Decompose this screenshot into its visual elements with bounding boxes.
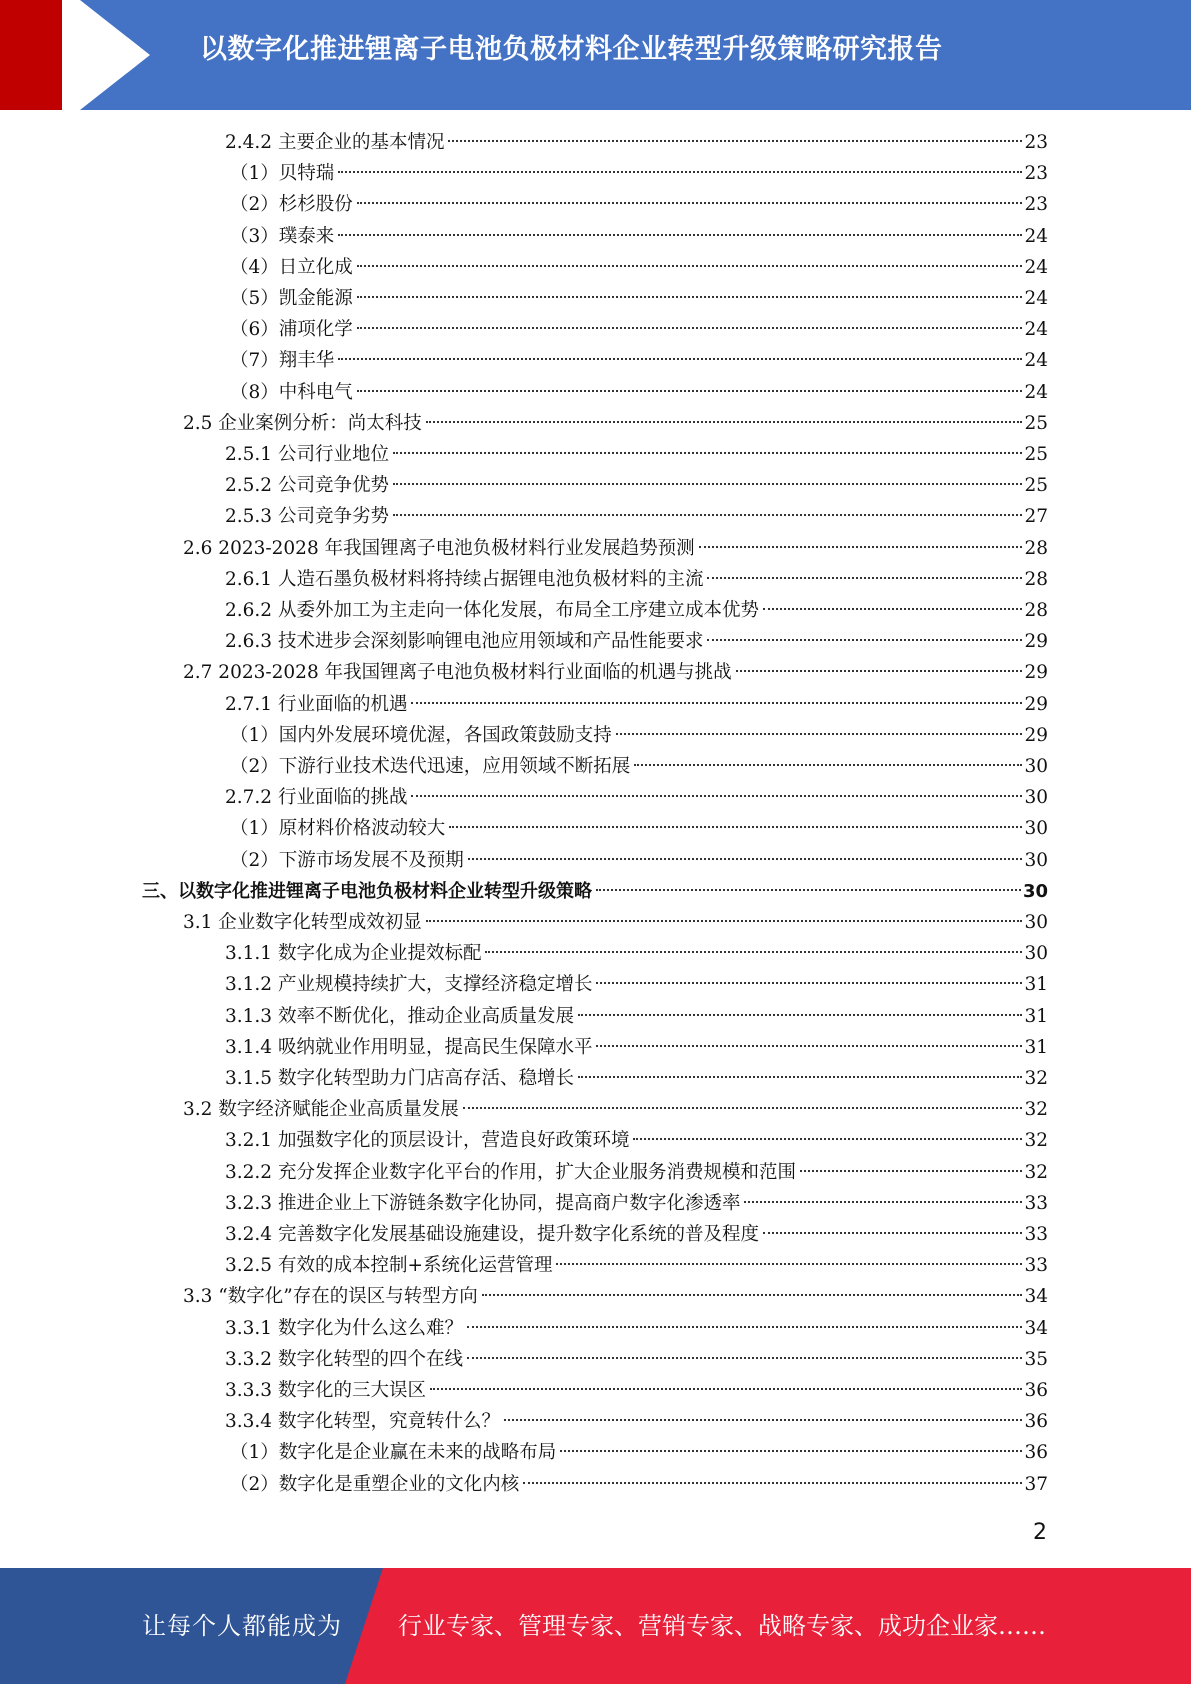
- toc-entry-page: 34: [1024, 1286, 1048, 1308]
- toc-leader-dots: [763, 1232, 1022, 1234]
- toc-entry-label: （4）日立化成: [230, 256, 353, 278]
- toc-entry-page: 29: [1024, 693, 1048, 715]
- toc-entry-page: 30: [1024, 943, 1048, 965]
- toc-entry[interactable]: [183, 1094, 1048, 1125]
- toc-entry[interactable]: [225, 1063, 1048, 1094]
- toc-entry[interactable]: [142, 876, 1048, 907]
- toc-entry[interactable]: [225, 689, 1048, 720]
- toc-entry-page: 27: [1024, 506, 1048, 528]
- toc-leader-dots: [800, 1170, 1022, 1172]
- toc-entry-page: 23: [1024, 163, 1048, 185]
- toc-leader-dots: [430, 1388, 1022, 1390]
- toc-leader-dots: [578, 1014, 1022, 1016]
- toc-entry-label: 2.6.3 技术进步会深刻影响锂电池应用领域和产品性能要求: [225, 631, 704, 653]
- toc-entry[interactable]: [225, 1157, 1048, 1188]
- footer-slogan-left: 让每个人都能成为: [142, 1612, 342, 1640]
- toc-entry-label: （8）中科电气: [230, 381, 353, 403]
- toc-entry-page: 30: [1024, 818, 1048, 840]
- toc-entry-label: 三、以数字化推进锂离子电池负极材料企业转型升级策略: [142, 880, 592, 902]
- toc-leader-dots: [633, 1138, 1022, 1140]
- toc-entry-label: 3.1.5 数字化转型助力门店高存活、稳增长: [225, 1068, 574, 1089]
- toc-leader-dots: [616, 733, 1023, 735]
- toc-entry-label: 3.3.1 数字化为什么这么难？: [225, 1317, 463, 1339]
- toc-entry-page: 31: [1024, 1036, 1048, 1058]
- toc-leader-dots: [523, 1482, 1022, 1484]
- toc-entry[interactable]: [225, 969, 1048, 1000]
- toc-entry-label: （2）下游市场发展不及预期: [230, 849, 464, 871]
- toc-entry-page: 36: [1024, 1411, 1048, 1433]
- toc-entry-page: 36: [1024, 1442, 1048, 1464]
- toc-entry[interactable]: [230, 252, 1048, 283]
- toc-entry[interactable]: [230, 314, 1048, 345]
- toc-leader-dots: [596, 982, 1022, 984]
- toc-leader-dots: [763, 608, 1022, 610]
- toc-leader-dots: [556, 1263, 1022, 1265]
- toc-entry[interactable]: [225, 1344, 1048, 1375]
- footer-slogan-right: 行业专家、管理专家、营销专家、战略专家、成功企业家……: [398, 1612, 1046, 1640]
- toc-entry-label: （2）下游行业技术迭代迅速，应用领域不断拓展: [230, 756, 631, 777]
- toc-entry-page: 24: [1024, 256, 1048, 278]
- footer-banner: [0, 1568, 1191, 1684]
- toc-entry[interactable]: [183, 657, 1048, 688]
- toc-leader-dots: [467, 1357, 1022, 1359]
- toc-leader-dots: [338, 171, 1022, 173]
- toc-leader-dots: [634, 764, 1022, 766]
- toc-entry-page: 33: [1024, 1192, 1048, 1214]
- toc-entry-label: 3.1.2 产业规模持续扩大，支撑经济稳定增长: [225, 974, 593, 996]
- toc-leader-dots: [596, 1045, 1022, 1047]
- toc-entry[interactable]: [230, 221, 1048, 252]
- toc-entry[interactable]: [183, 907, 1048, 938]
- toc-entry-label: 3.1.1 数字化成为企业提效标配: [225, 943, 482, 965]
- toc-leader-dots: [426, 421, 1023, 423]
- toc-entry-page: 23: [1024, 132, 1048, 153]
- toc-entry-page: 25: [1024, 444, 1048, 465]
- toc-entry[interactable]: [225, 1250, 1048, 1281]
- toc-entry-page: 25: [1024, 475, 1048, 497]
- toc-leader-dots: [596, 889, 1021, 891]
- toc-entry-label: （2）杉杉股份: [230, 194, 353, 216]
- toc-entry[interactable]: [225, 1032, 1048, 1063]
- toc-entry-page: 33: [1024, 1255, 1048, 1277]
- toc-leader-dots: [357, 265, 1023, 267]
- toc-entry-page: 24: [1024, 288, 1048, 309]
- toc-entry-label: （1）原材料价格波动较大: [230, 818, 446, 840]
- toc-entry-label: 3.3.4 数字化转型，究竟转什么？: [225, 1411, 500, 1433]
- toc-entry-label: 2.5.2 公司竞争优势: [225, 475, 389, 497]
- toc-leader-dots: [426, 920, 1023, 922]
- toc-entry-page: 28: [1024, 600, 1048, 621]
- toc-leader-dots: [467, 1326, 1022, 1328]
- toc-entry-label: 3.2.3 推进企业上下游链条数字化协同，提高商户数字化渗透率: [225, 1192, 741, 1214]
- toc-entry[interactable]: [183, 533, 1048, 564]
- toc-entry-page: 29: [1024, 631, 1048, 653]
- toc-entry-label: 3.2.5 有效的成本控制+系统化运营管理: [225, 1255, 553, 1277]
- toc-entry-label: 3.3.3 数字化的三大误区: [225, 1380, 426, 1401]
- toc-entry-label: （5）凯金能源: [230, 288, 353, 309]
- toc-entry-label: （3）璞泰来: [230, 225, 335, 247]
- toc-entry-label: （1）国内外发展环境优渥，各国政策鼓励支持: [230, 724, 612, 746]
- toc-entry-page: 28: [1024, 537, 1048, 559]
- toc-leader-dots: [736, 670, 1023, 672]
- toc-entry-page: 23: [1024, 194, 1048, 216]
- toc-entry-page: 30: [1024, 849, 1048, 871]
- toc-entry-page: 34: [1024, 1317, 1048, 1339]
- toc-entry-page: 24: [1024, 381, 1048, 403]
- toc-entry[interactable]: [230, 1437, 1048, 1468]
- toc-entry[interactable]: [230, 377, 1048, 408]
- toc-entry-label: 3.1.4 吸纳就业作用明显，提高民生保障水平: [225, 1036, 593, 1058]
- toc-entry[interactable]: [225, 938, 1048, 969]
- toc-entry[interactable]: [225, 564, 1048, 595]
- toc-entry-page: 32: [1024, 1161, 1048, 1183]
- toc-leader-dots: [449, 826, 1022, 828]
- toc-leader-dots: [357, 296, 1023, 298]
- toc-leader-dots: [393, 452, 1022, 454]
- toc-entry[interactable]: [183, 1281, 1048, 1312]
- toc-entry[interactable]: [225, 1219, 1048, 1250]
- toc-entry-label: 3.2.1 加强数字化的顶层设计，营造良好政策环境: [225, 1130, 630, 1152]
- toc-entry-page: 24: [1024, 350, 1048, 372]
- toc-entry-label: 3.3.2 数字化转型的四个在线: [225, 1348, 463, 1370]
- toc-entry-label: 3.2.2 充分发挥企业数字化平台的作用，扩大企业服务消费规模和范围: [225, 1161, 796, 1183]
- page-number: 2: [1033, 1520, 1047, 1545]
- toc-leader-dots: [485, 951, 1022, 953]
- toc-entry[interactable]: [225, 1001, 1048, 1032]
- toc-leader-dots: [699, 546, 1023, 548]
- report-title: 以数字化推进锂离子电池负极材料企业转型升级策略研究报告: [200, 34, 943, 65]
- toc-entry-page: 25: [1024, 412, 1048, 434]
- toc-entry[interactable]: [225, 501, 1048, 532]
- toc-entry-page: 29: [1024, 662, 1048, 684]
- toc-entry[interactable]: [183, 408, 1048, 439]
- toc-entry[interactable]: [225, 595, 1048, 626]
- toc-entry-label: 2.6.2 从委外加工为主走向一体化发展，布局全工序建立成本优势: [225, 600, 759, 621]
- toc-leader-dots: [463, 1107, 1023, 1109]
- toc-entry-page: 32: [1024, 1099, 1048, 1121]
- toc-entry-label: 2.5 企业案例分析：尚太科技: [183, 412, 422, 434]
- toc-leader-dots: [448, 140, 1022, 142]
- toc-leader-dots: [707, 577, 1022, 579]
- toc-entry-label: （1）数字化是企业赢在未来的战略布局: [230, 1442, 557, 1464]
- toc-entry[interactable]: [225, 1125, 1048, 1156]
- toc-entry-page: 30: [1024, 912, 1048, 933]
- toc-entry[interactable]: [230, 345, 1048, 376]
- toc-entry-page: 24: [1024, 225, 1048, 247]
- toc-leader-dots: [393, 514, 1022, 516]
- toc-entry-page: 30: [1024, 756, 1048, 777]
- toc-entry-page: 33: [1024, 1224, 1048, 1245]
- toc-leader-dots: [707, 639, 1022, 641]
- toc-entry[interactable]: [230, 845, 1048, 876]
- toc-entry[interactable]: [225, 1375, 1048, 1406]
- toc-entry-page: 36: [1024, 1380, 1048, 1401]
- toc-entry-label: （6）浦项化学: [230, 319, 353, 341]
- toc-entry-label: 2.7.1 行业面临的机遇: [225, 693, 408, 715]
- toc-leader-dots: [411, 702, 1022, 704]
- toc-entry-label: 2.4.2 主要企业的基本情况: [225, 132, 445, 153]
- toc-leader-dots: [482, 1294, 1023, 1296]
- toc-leader-dots: [744, 1201, 1022, 1203]
- toc-leader-dots: [357, 327, 1023, 329]
- toc-entry[interactable]: [230, 158, 1048, 189]
- toc-leader-dots: [338, 358, 1022, 360]
- toc-entry-page: 37: [1024, 1473, 1048, 1495]
- toc-leader-dots: [393, 483, 1022, 485]
- toc-entry-page: 30: [1022, 880, 1048, 902]
- toc-entry-label: 3.3 “数字化”存在的误区与转型方向: [183, 1286, 478, 1308]
- toc-entry[interactable]: [225, 626, 1048, 657]
- toc-entry[interactable]: [230, 1469, 1048, 1500]
- toc-entry-page: 29: [1024, 724, 1048, 746]
- toc-entry-page: 31: [1024, 1005, 1048, 1027]
- toc-entry-label: 2.6 2023-2028 年我国锂离子电池负极材料行业发展趋势预测: [183, 537, 695, 559]
- toc-entry-page: 32: [1024, 1068, 1048, 1089]
- toc-entry[interactable]: [230, 751, 1048, 782]
- toc-leader-dots: [468, 858, 1023, 860]
- toc-entry-page: 31: [1024, 974, 1048, 996]
- toc-leader-dots: [504, 1419, 1022, 1421]
- toc-entry-label: 3.2 数字经济赋能企业高质量发展: [183, 1099, 459, 1121]
- toc-leader-dots: [411, 795, 1022, 797]
- header-banner: [0, 0, 1191, 110]
- toc-entry-label: （2）数字化是重塑企业的文化内核: [230, 1473, 520, 1495]
- toc-entry[interactable]: [225, 1406, 1048, 1437]
- toc-leader-dots: [560, 1450, 1022, 1452]
- toc-entry[interactable]: [230, 720, 1048, 751]
- toc-entry-page: 35: [1024, 1348, 1048, 1370]
- toc-leader-dots: [338, 234, 1022, 236]
- toc-entry[interactable]: [230, 283, 1048, 314]
- toc-entry-label: 3.1 企业数字化转型成效初显: [183, 912, 422, 933]
- toc-entry[interactable]: [225, 1188, 1048, 1219]
- toc-entry-label: 2.7 2023-2028 年我国锂离子电池负极材料行业面临的机遇与挑战: [183, 662, 732, 684]
- toc-entry-label: 2.7.2 行业面临的挑战: [225, 787, 408, 809]
- toc-leader-dots: [357, 390, 1023, 392]
- toc-entry[interactable]: [230, 189, 1048, 220]
- toc-entry[interactable]: [225, 439, 1048, 470]
- toc-entry[interactable]: [225, 470, 1048, 501]
- toc-entry[interactable]: [230, 813, 1048, 844]
- toc-entry-label: （7）翔丰华: [230, 350, 335, 372]
- toc-entry-label: （1）贝特瑞: [230, 163, 335, 185]
- toc-entry-page: 28: [1024, 568, 1048, 590]
- toc-leader-dots: [357, 202, 1023, 204]
- toc-entry[interactable]: [225, 127, 1048, 158]
- toc-entry[interactable]: [225, 1313, 1048, 1344]
- toc-entry-label: 3.2.4 完善数字化发展基础设施建设，提升数字化系统的普及程度: [225, 1224, 759, 1245]
- toc-leader-dots: [578, 1076, 1022, 1078]
- toc-entry-label: 3.1.3 效率不断优化，推动企业高质量发展: [225, 1005, 574, 1027]
- toc-entry-label: 2.5.3 公司竞争劣势: [225, 506, 389, 528]
- toc-entry-page: 24: [1024, 319, 1048, 341]
- toc-entry-label: 2.5.1 公司行业地位: [225, 444, 389, 465]
- toc-entry-page: 32: [1024, 1130, 1048, 1152]
- toc-entry-label: 2.6.1 人造石墨负极材料将持续占据锂电池负极材料的主流: [225, 568, 704, 590]
- toc-entry[interactable]: [225, 782, 1048, 813]
- toc-entry-page: 30: [1024, 787, 1048, 809]
